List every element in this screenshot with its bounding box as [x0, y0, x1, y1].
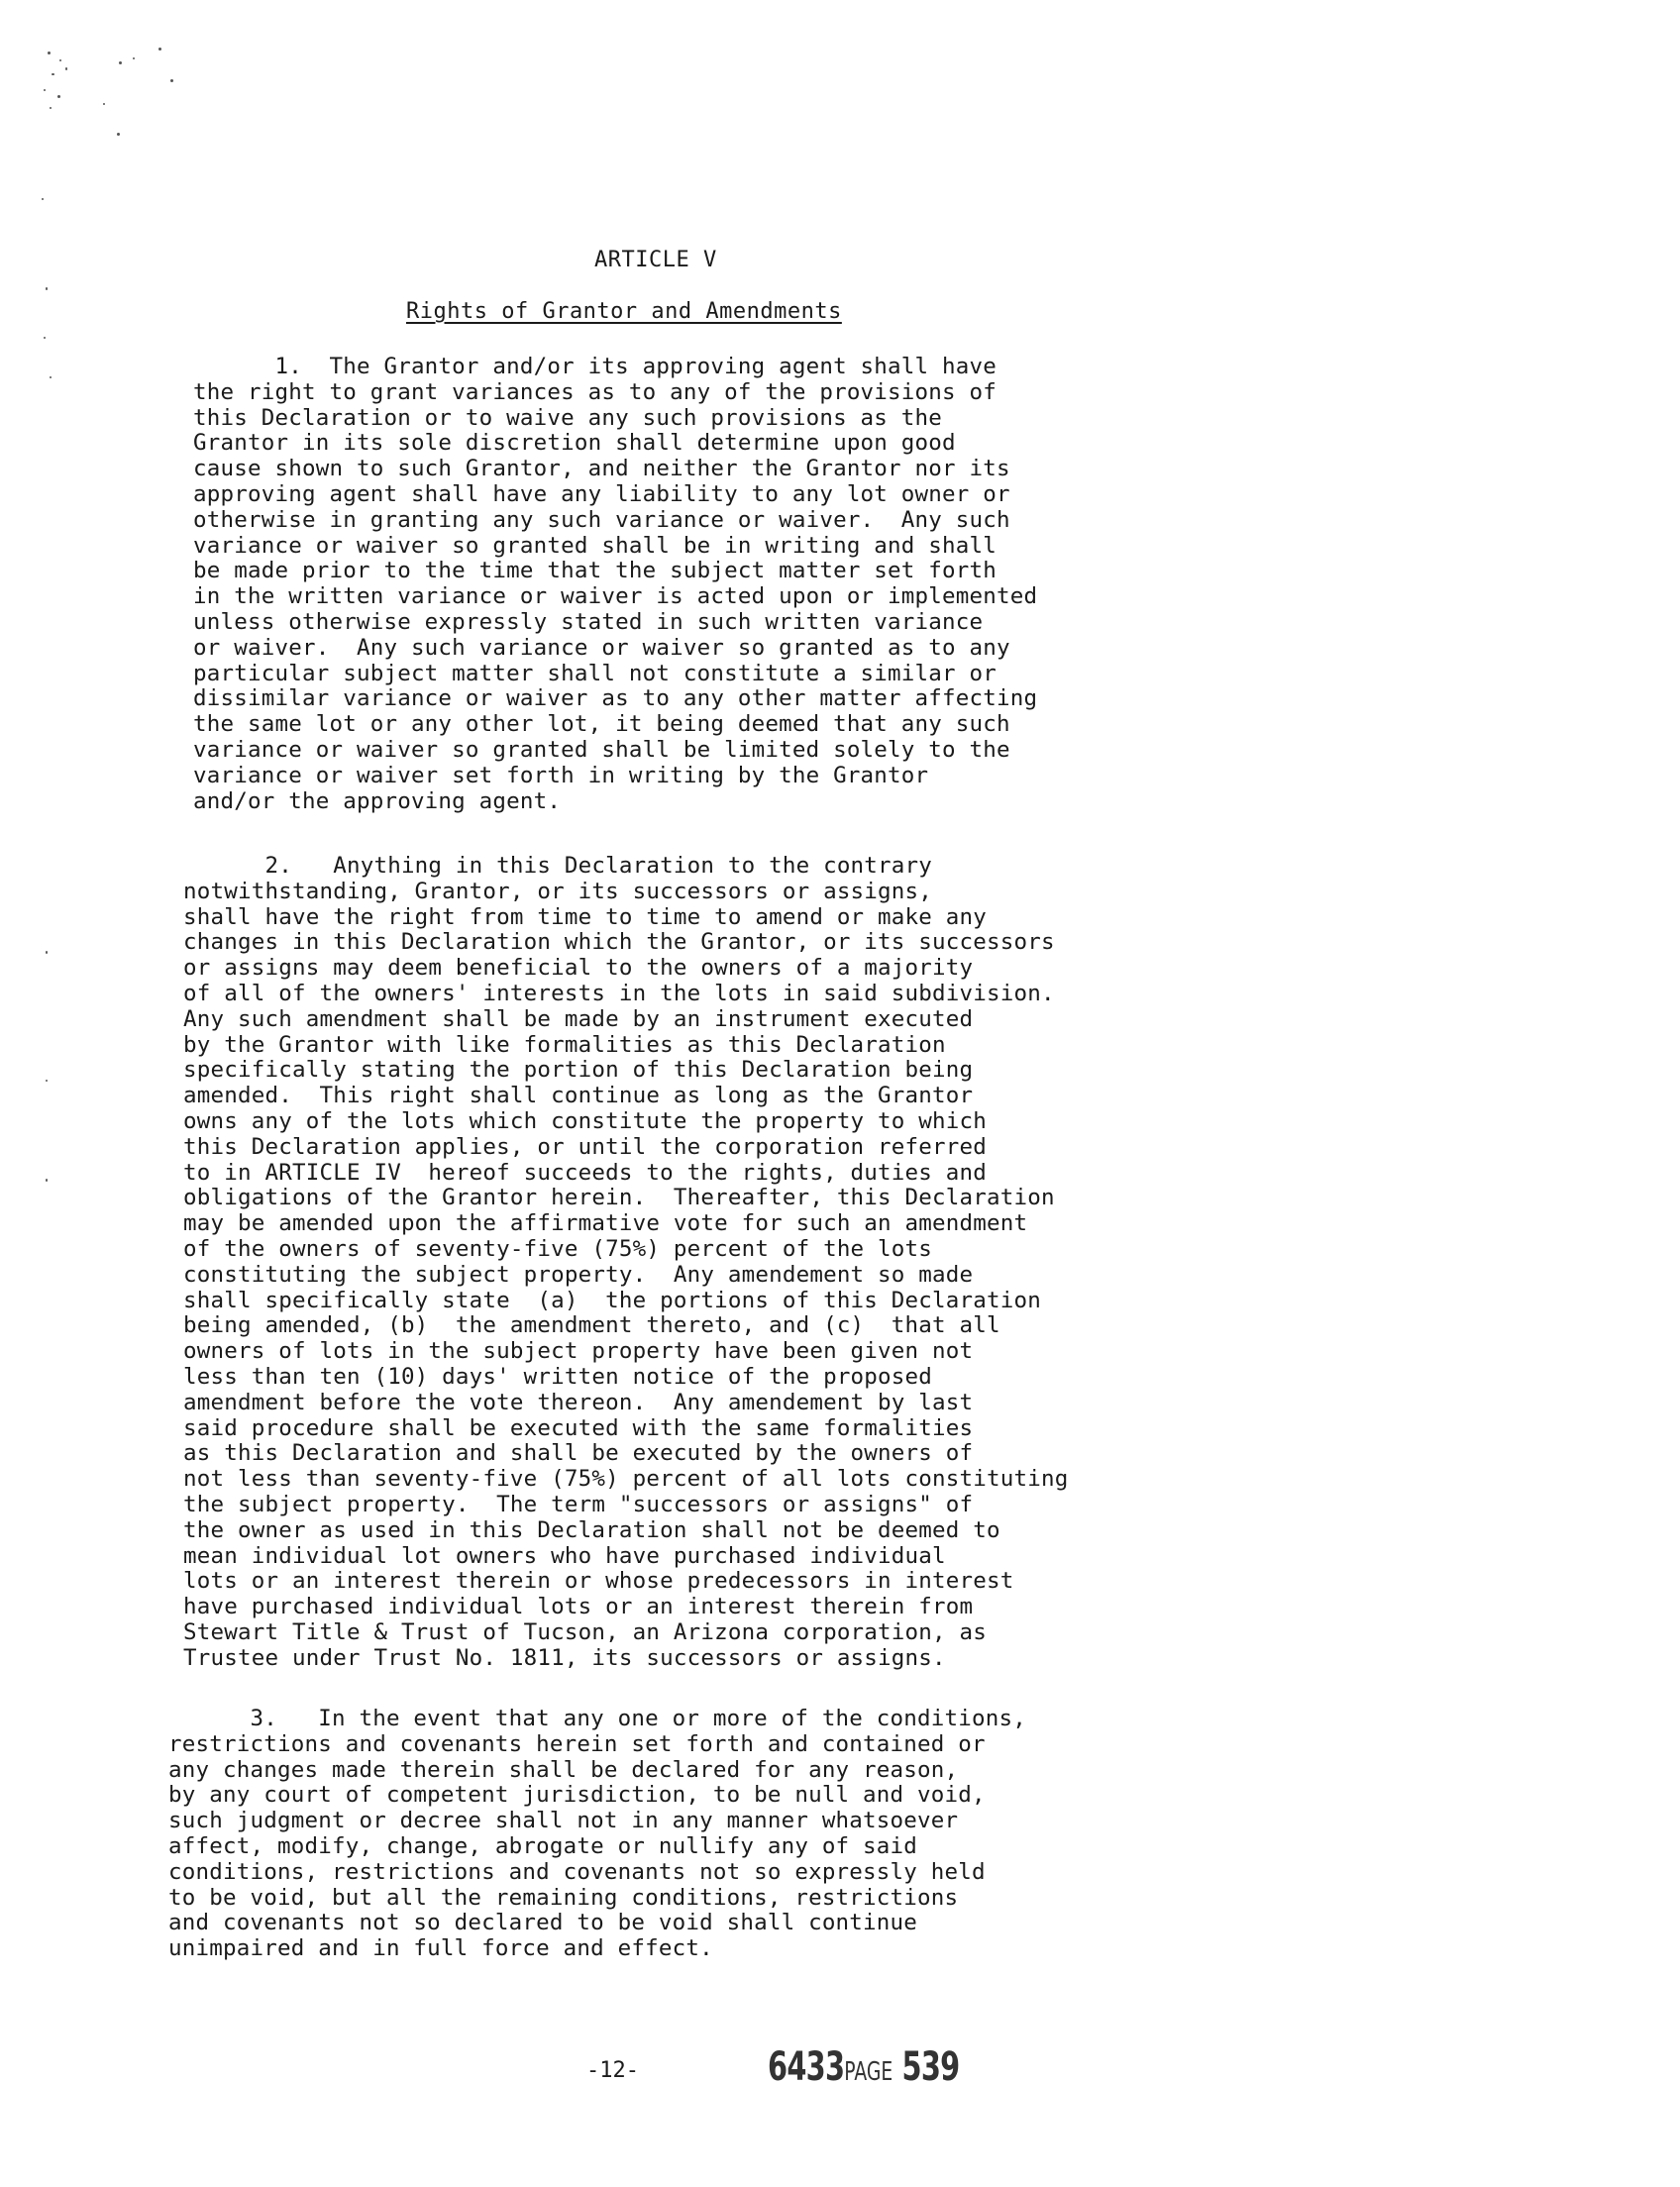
paragraph-3: 3. In the event that any one or more of the conditions, restrictions and covenants herein set forth and contained or any changes made therein shall be declared for any reason, by any court of competent jurisdiction, to be null and void, such judgment or decree shall not in any manner whatsoever affect, modify, change, abrogate or nullify any of said conditions, restrictions and covenants not so expressly held to be void, but all the remaining conditions, restrictions and covenants not so declared to be void shall continue unimpaired and in full force and effect. — [168, 1706, 1027, 1962]
paragraph-2: 2. Anything in this Declaration to the contrary notwithstanding, Grantor, or its successors or assigns, shall have the right from time to time to amend or make any changes in this Declaration which the Grantor, or its successors or assigns may deem beneficial to the owners of a majority of all of the owners' interests in the lots in said subdivision. Any such amendment shall be made by an instrument executed by the Grantor with like formalities as this Declaration specifically stating the portion of this Declaration being amended. This right shall continue as long as the Grantor owns any of the lots which constitute the property to which this Declaration applies, or until the corporation referred to in ARTICLE IV hereof succeeds to the rights, duties and obligations of the Grantor herein. Thereafter, this Declaration may be amended upon the affirmative vote for such an amendment of the owners of seventy-five (75%) percent of the lots constituting the subject property. Any amendement so made shall specifically state (a) the portions of this Declaration being amended, (b) the amendment thereto, and (c) that all owners of lots in the subject property have been given not less than ten (10) days' written notice of the proposed amendment before the vote thereon. Any amendement by last said procedure shall be executed with the same formalities as this Declaration and shall be executed by the owners of not less than seventy-five (75%) percent of all lots constituting the subject property. The term "successors or assigns" of the owner as used in this Declaration shall not be deemed to mean individual lot owners who have purchased individual lots or an interest therein or whose predecessors in interest have purchased individual lots or an interest therein from Stewart Title & Trust of Tucson, an Arizona corporation, as Trustee under Trust No. 1811, its successors or assigns. — [183, 853, 1069, 1671]
book-page-label: PAGE — [844, 2057, 893, 2087]
book-number: 6433 — [768, 2044, 845, 2090]
section-heading: Rights of Grantor and Amendments — [406, 299, 842, 324]
book-page-stamp — [768, 2044, 959, 2090]
paragraph-1: 1. The Grantor and/or its approving agent shall have the right to grant variances as to any of the provisions of this Declaration or to waive any such provisions as the Grantor in its sole discretion shall determine upon good cause shown to such Grantor, and neither the Grantor nor its approving agent shall have any liability to any lot owner or otherwise in granting any such variance or waiver. Any such variance or waiver so granted shall be in writing and shall be made prior to the time that the subject matter set forth in the written variance or waiver is acted upon or implemented unless otherwise expressly stated in such written variance or waiver. Any such variance or waiver so granted as to any particular subject matter shall not constitute a similar or dissimilar variance or waiver as to any other matter affecting the same lot or any other lot, it being deemed that any such variance or waiver so granted shall be limited solely to the variance or waiver set forth in writing by the Grantor and/or the approving agent. — [193, 354, 1038, 814]
page-number: -12- — [586, 2058, 639, 2083]
scan-edge-noise — [0, 0, 69, 1387]
article-heading: ARTICLE V — [594, 248, 717, 272]
book-page-number: 539 — [901, 2044, 960, 2090]
